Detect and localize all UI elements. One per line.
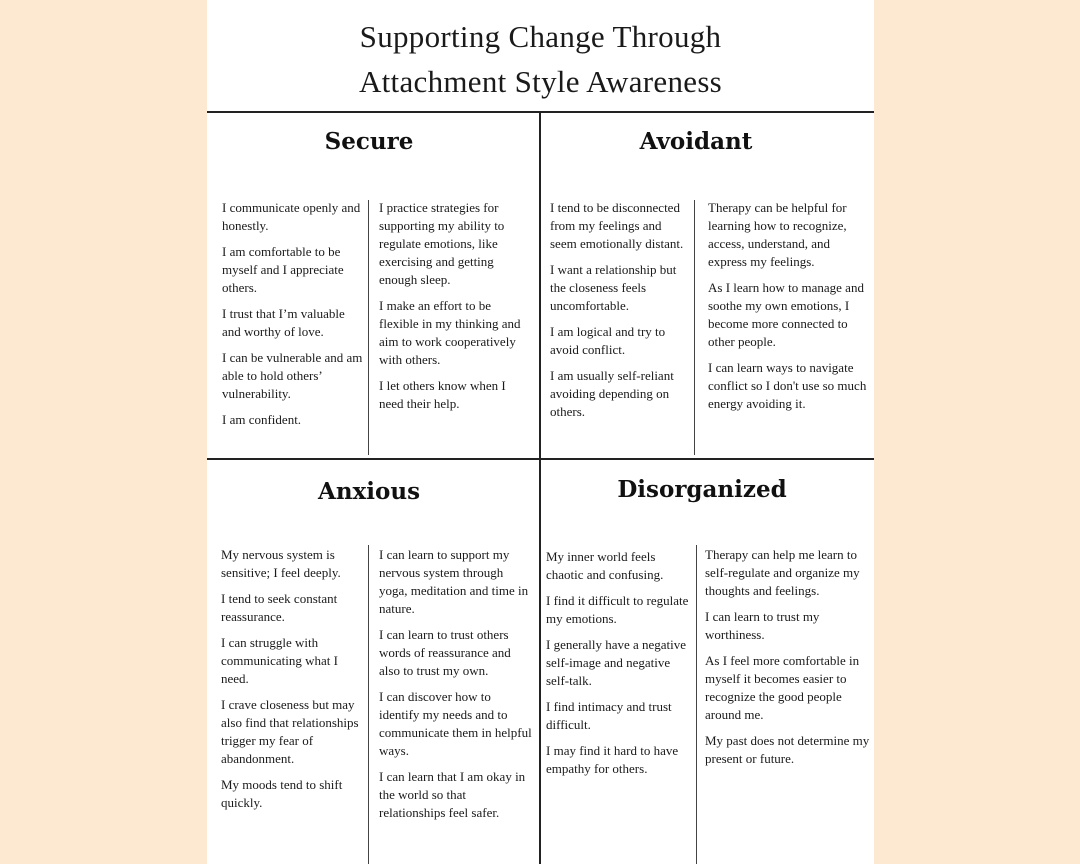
list-item: I can discover how to identify my needs and to communicate them in helpful ways.	[379, 689, 532, 758]
list-item: I can learn to trust others words of reassurance and also to trust my own.	[379, 627, 511, 678]
list-item: As I feel more comfortable in myself it becomes easier to recognize the good people around me.	[705, 653, 860, 722]
avoidant-column-divider	[694, 200, 695, 455]
list-item: I may find it hard to have empathy for others.	[546, 743, 679, 776]
anxious-heading: Anxious	[317, 478, 421, 505]
list-item: I can learn that I am okay in the world so that relationships feel safer.	[379, 769, 526, 820]
avoidant-heading: Avoidant	[639, 128, 753, 155]
list-item: I am comfortable to be myself and I appreciate others.	[222, 244, 344, 295]
avoidant-strategies-list	[708, 199, 870, 421]
anxious-column-divider	[368, 545, 369, 864]
list-item: I am logical and try to avoid conflict.	[550, 324, 666, 357]
secure-heading: Secure	[324, 128, 414, 155]
list-item: I generally have a negative self-image and negative self-talk.	[546, 637, 687, 688]
list-item: As I learn how to manage and soothe my own emotions, I become more connected to other people.	[708, 280, 864, 349]
list-item: My inner world feels chaotic and confusing.	[546, 549, 664, 582]
anxious-strategies-list	[379, 546, 533, 830]
page-title	[207, 14, 874, 104]
title-line-1: Supporting Change Through	[359, 19, 722, 54]
list-item: Therapy can be helpful for learning how to recognize, access, understand, and express my feelings.	[708, 200, 847, 269]
secure-column-divider	[368, 200, 369, 455]
secure-traits-list	[222, 199, 364, 437]
anxious-traits-list	[221, 546, 367, 820]
secure-strategies-list	[379, 199, 531, 421]
list-item: I can be vulnerable and am able to hold others’ vulnerability.	[222, 350, 363, 401]
disorganized-heading: Disorganized	[617, 476, 787, 503]
list-item: I want a relationship but the closeness feels uncomfortable.	[550, 262, 677, 313]
list-item: I tend to seek constant reassurance.	[221, 591, 338, 624]
list-item: My nervous system is sensitive; I feel deeply.	[221, 547, 341, 580]
list-item: I am usually self-reliant avoiding depending on others.	[550, 368, 674, 419]
disorganized-column-divider	[696, 545, 697, 864]
avoidant-traits-list	[550, 199, 690, 429]
list-item: I let others know when I need their help.	[379, 378, 506, 411]
list-item: I practice strategies for supporting my ability to regulate emotions, like exercising and getting enough sleep.	[379, 200, 505, 287]
disorganized-traits-list	[546, 548, 692, 786]
list-item: My moods tend to shift quickly.	[221, 777, 343, 810]
list-item: I communicate openly and honestly.	[222, 200, 361, 233]
disorganized-strategies-list	[705, 546, 871, 776]
list-item: I make an effort to be flexible in my thinking and aim to work cooperatively with others.	[379, 298, 521, 367]
grid-center-divider	[539, 111, 541, 864]
list-item: I can learn to support my nervous system through yoga, meditation and time in nature.	[379, 547, 529, 616]
list-item: I find it difficult to regulate my emotions.	[546, 593, 689, 626]
list-item: I crave closeness but may also find that relationships trigger my fear of abandonment.	[221, 697, 359, 766]
list-item: I am confident.	[222, 412, 302, 427]
worksheet-page	[207, 0, 874, 864]
list-item: My past does not determine my present or future.	[705, 733, 870, 766]
list-item: I tend to be disconnected from my feelings and seem emotionally distant.	[550, 200, 684, 251]
list-item: I can learn ways to navigate conflict so I don't use so much energy avoiding it.	[708, 360, 867, 411]
list-item: I trust that I’m valuable and worthy of love.	[222, 306, 345, 339]
list-item: I can learn to trust my worthiness.	[705, 609, 820, 642]
title-line-2: Attachment Style Awareness	[358, 64, 723, 99]
list-item: Therapy can help me learn to self-regulate and organize my thoughts and feelings.	[705, 547, 860, 598]
list-item: I can struggle with communicating what I need.	[221, 635, 338, 686]
list-item: I find intimacy and trust difficult.	[546, 699, 672, 732]
